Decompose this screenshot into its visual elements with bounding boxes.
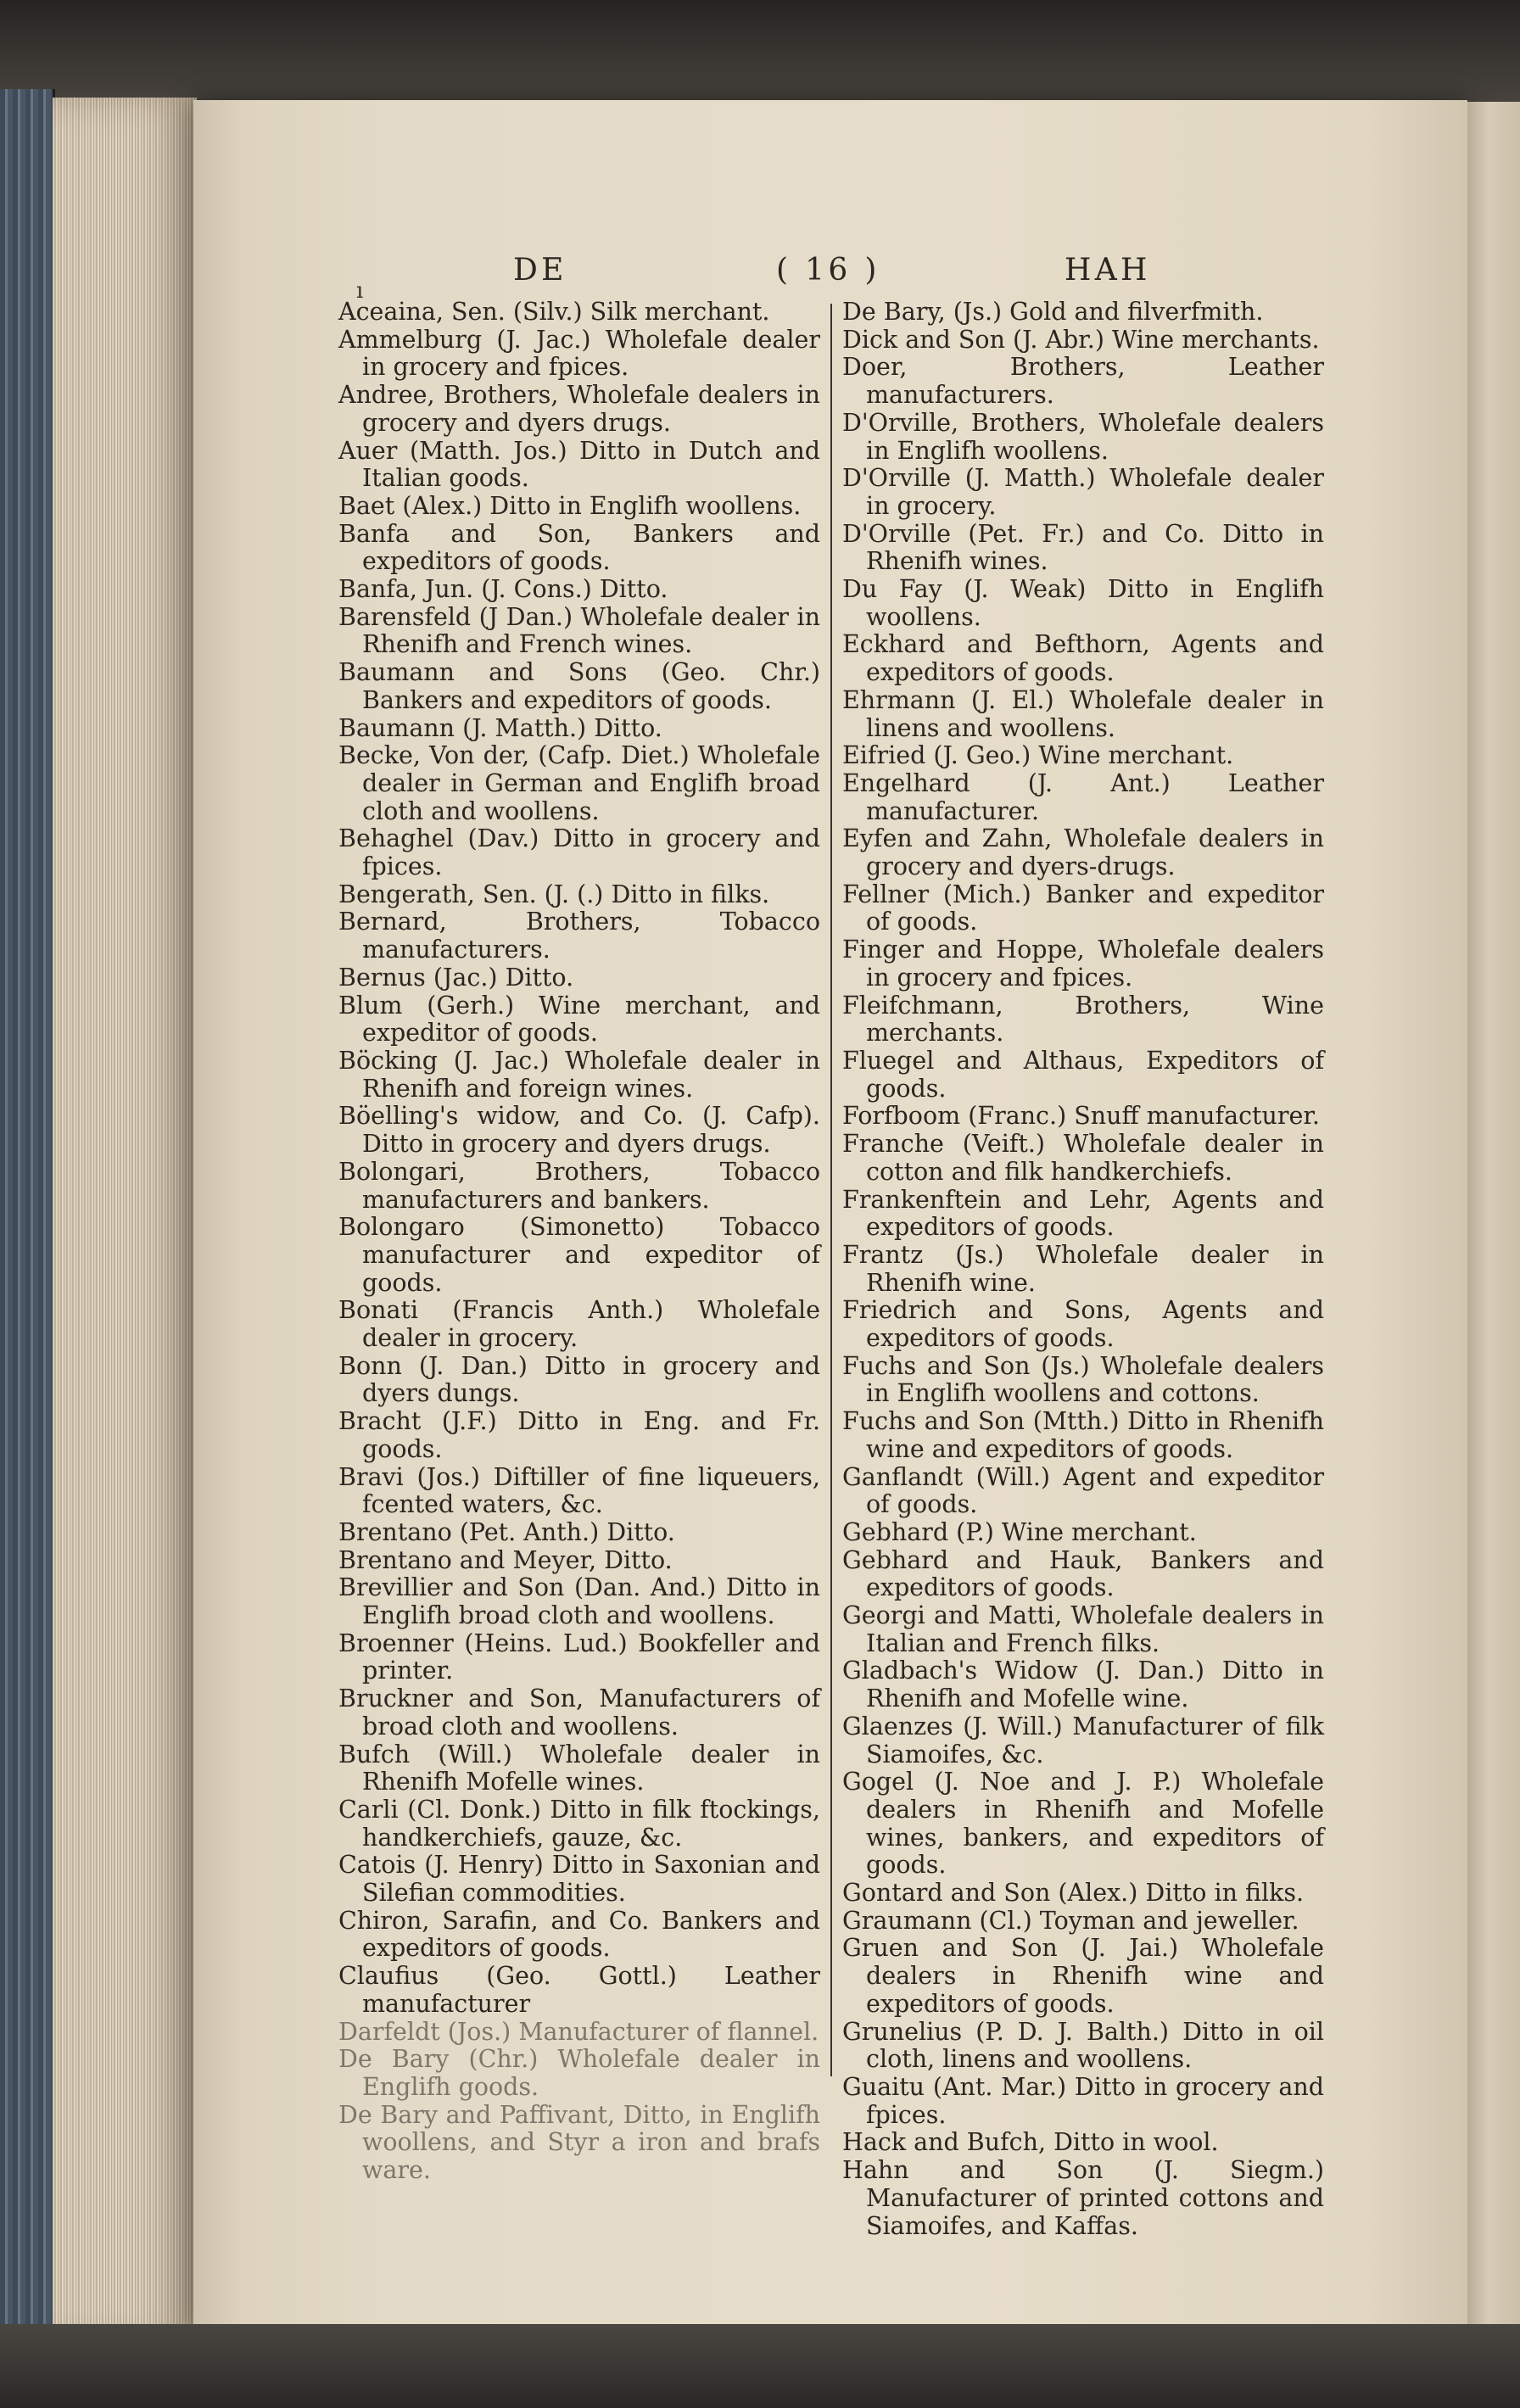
directory-entry: Bernard, Brothers, Tobacco manufacturers. bbox=[338, 908, 820, 964]
directory-entry: Böelling's widow, and Co. (J. Cafp). Ditto in grocery and dyers drugs. bbox=[338, 1102, 820, 1159]
directory-entry: Fleifchmann, Brothers, Wine merchants. bbox=[842, 991, 1324, 1048]
column-rule bbox=[830, 304, 832, 2076]
directory-entry: Bernus (Jac.) Ditto. bbox=[338, 963, 574, 992]
directory-entry: Banfa and Son, Bankers and expeditors of goods. bbox=[338, 519, 820, 576]
directory-entry: De Bary (Chr.) Wholefale dealer in Englifh goods. bbox=[338, 2045, 820, 2101]
directory-entry: Brentano (Pet. Anth.) Ditto. bbox=[338, 1517, 675, 1546]
directory-entry: Banfa, Jun. (J. Cons.) Ditto. bbox=[338, 575, 668, 604]
book-cover-edge bbox=[0, 89, 55, 2345]
margin-mark: ı bbox=[356, 278, 364, 304]
directory-entry: Gebhard (P.) Wine merchant. bbox=[842, 1517, 1197, 1546]
directory-entry: Guaitu (Ant. Mar.) Ditto in grocery and fpices. bbox=[842, 2073, 1324, 2129]
directory-entry: Bravi (Jos.) Diftiller of fine liqueuers, fcented waters, &c. bbox=[338, 1462, 820, 1519]
directory-entry: Friedrich and Sons, Agents and expeditors of goods. bbox=[842, 1296, 1324, 1353]
directory-entry: Dick and Son (J. Abr.) Wine merchants. bbox=[842, 325, 1320, 354]
directory-entry: Fuchs and Son (Js.) Wholefale dealers in Englifh woollens and cottons. bbox=[842, 1351, 1324, 1408]
directory-entry: De Bary, (Js.) Gold and filverfmith. bbox=[842, 298, 1264, 326]
facing-page-edge bbox=[1467, 102, 1520, 2333]
directory-entry: Broenner (Heins. Lud.) Bookfeller and printer. bbox=[338, 1629, 820, 1685]
directory-entry: Gogel (J. Noe and J. P.) Wholefale dealers in Rhenifh and Mofelle wines, bankers, and expeditors of goods. bbox=[842, 1768, 1324, 1880]
directory-entry: Bracht (J.F.) Ditto in Eng. and Fr. goods. bbox=[338, 1407, 820, 1463]
directory-entry: Auer (Matth. Jos.) Ditto in Dutch and Italian goods. bbox=[338, 436, 820, 493]
directory-entry: Gontard and Son (Alex.) Ditto in filks. bbox=[842, 1879, 1305, 1908]
directory-entry: Catois (J. Henry) Ditto in Saxonian and Silefian commodities. bbox=[338, 1851, 820, 1908]
running-head-left: DE bbox=[513, 253, 567, 288]
directory-entry: Bonn (J. Dan.) Ditto in grocery and dyers dungs. bbox=[338, 1351, 820, 1408]
directory-entry: Gruen and Son (J. Jai.) Wholefale dealers in Rhenifh wine and expeditors of goods. bbox=[842, 1934, 1324, 2018]
directory-entry: Andree, Brothers, Wholefale dealers in grocery and dyers drugs. bbox=[338, 381, 820, 437]
directory-entry: Behaghel (Dav.) Ditto in grocery and fpices. bbox=[338, 824, 820, 881]
directory-entry: Gladbach's Widow (J. Dan.) Ditto in Rhenifh and Mofelle wine. bbox=[842, 1657, 1324, 1713]
directory-entry: Baumann and Sons (Geo. Chr.) Bankers and expeditors of goods. bbox=[338, 658, 820, 714]
directory-entry: Georgi and Matti, Wholefale dealers in Italian and French filks. bbox=[842, 1601, 1324, 1657]
directory-entry: Doer, Brothers, Leather manufacturers. bbox=[842, 353, 1324, 410]
directory-entry: Eifried (J. Geo.) Wine merchant. bbox=[842, 741, 1234, 770]
right-column bbox=[842, 299, 1324, 2240]
left-column bbox=[338, 299, 820, 2185]
directory-entry: Becke, Von der, (Cafp. Diet.) Wholefale dealer in German and Englifh broad cloth and woollens. bbox=[338, 741, 820, 825]
directory-entry: Barensfeld (J Dan.) Wholefale dealer in Rhenifh and French wines. bbox=[338, 602, 820, 659]
directory-entry: Gebhard and Hauk, Bankers and expeditors of goods. bbox=[842, 1545, 1324, 1602]
directory-entry: Brevillier and Son (Dan. And.) Ditto in Englifh broad cloth and woollens. bbox=[338, 1573, 820, 1630]
directory-entry: Fluegel and Althaus, Expeditors of goods. bbox=[842, 1046, 1324, 1103]
directory-entry: Hahn and Son (J. Siegm.) Manufacturer of printed cottons and Siamoifes, and Kaffas. bbox=[842, 2156, 1324, 2240]
directory-entry: Carli (Cl. Donk.) Ditto in filk ftockings, handkerchiefs, gauze, &c. bbox=[338, 1795, 820, 1852]
directory-entry: Ammelburg (J. Jac.) Wholefale dealer in grocery and fpices. bbox=[338, 325, 820, 382]
directory-entry: Darfeldt (Jos.) Manufacturer of flannel. bbox=[338, 2017, 819, 2046]
directory-entry: Finger and Hoppe, Wholefale dealers in grocery and fpices. bbox=[842, 936, 1324, 992]
directory-entry: Bufch (Will.) Wholefale dealer in Rhenifh Mofelle wines. bbox=[338, 1740, 820, 1796]
page-edges bbox=[53, 98, 197, 2345]
directory-entry: Bonati (Francis Anth.) Wholefale dealer in grocery. bbox=[338, 1296, 820, 1353]
directory-entry: D'Orville (Pet. Fr.) and Co. Ditto in Rhenifh wines. bbox=[842, 519, 1324, 576]
directory-entry: Engelhard (J. Ant.) Leather manufacturer. bbox=[842, 768, 1324, 825]
directory-entry: Glaenzes (J. Will.) Manufacturer of filk Siamoifes, &c. bbox=[842, 1712, 1324, 1768]
directory-entry: Baet (Alex.) Ditto in Englifh woollens. bbox=[338, 491, 802, 520]
directory-entry: Bolongari, Brothers, Tobacco manufacturers and bankers. bbox=[338, 1157, 820, 1214]
directory-entry: De Bary and Paffivant, Ditto, in Englifh woollens, and Styr a iron and brafs ware. bbox=[338, 2100, 820, 2185]
directory-entry: Frankenftein and Lehr, Agents and expeditors of goods. bbox=[842, 1185, 1324, 1242]
directory-entry: D'Orville (J. Matth.) Wholefale dealer in grocery. bbox=[842, 464, 1324, 520]
directory-entry: Fellner (Mich.) Banker and expeditor of goods. bbox=[842, 880, 1324, 936]
directory-entry: Ehrmann (J. El.) Wholefale dealer in linens and woollens. bbox=[842, 685, 1324, 742]
running-head bbox=[0, 253, 1520, 295]
directory-entry: Baumann (J. Matth.) Ditto. bbox=[338, 713, 662, 742]
directory-entry: D'Orville, Brothers, Wholefale dealers in Englifh woollens. bbox=[842, 408, 1324, 465]
directory-entry: Böcking (J. Jac.) Wholefale dealer in Rhenifh and foreign wines. bbox=[338, 1046, 820, 1103]
directory-entry: Du Fay (J. Weak) Ditto in Englifh woollens. bbox=[842, 575, 1324, 631]
directory-entry: Bolongaro (Simonetto) Tobacco manufacturer and expeditor of goods. bbox=[338, 1213, 820, 1297]
directory-entry: Eyfen and Zahn, Wholefale dealers in grocery and dyers-drugs. bbox=[842, 824, 1324, 881]
directory-entry: Forfboom (Franc.) Snuff manufacturer. bbox=[842, 1102, 1320, 1131]
background-bottom bbox=[0, 2324, 1520, 2408]
directory-entry: Franche (Veift.) Wholefale dealer in cotton and filk handkerchiefs. bbox=[842, 1130, 1324, 1186]
running-head-right: HAH bbox=[1065, 253, 1151, 288]
directory-entry: Graumann (Cl.) Toyman and jeweller. bbox=[842, 1906, 1299, 1935]
directory-entry: Brentano and Meyer, Ditto. bbox=[338, 1545, 673, 1574]
background-top bbox=[0, 0, 1520, 110]
directory-entry: Bruckner and Son, Manufacturers of broad cloth and woollens. bbox=[338, 1684, 820, 1740]
page-number: ( 16 ) bbox=[776, 253, 880, 288]
directory-entry: Frantz (Js.) Wholefale dealer in Rhenifh wine. bbox=[842, 1240, 1324, 1297]
directory-entry: Fuchs and Son (Mtth.) Ditto in Rhenifh wine and expeditors of goods. bbox=[842, 1407, 1324, 1463]
directory-entry: Chiron, Sarafin, and Co. Bankers and expeditors of goods. bbox=[338, 1906, 820, 1963]
directory-entry: Claufius (Geo. Gottl.) Leather manufacturer bbox=[338, 1962, 820, 2018]
directory-entry: Aceaina, Sen. (Silv.) Silk merchant. bbox=[338, 298, 770, 326]
directory-entry: Ganflandt (Will.) Agent and expeditor of goods. bbox=[842, 1462, 1324, 1519]
directory-entry: Eckhard and Befthorn, Agents and expeditors of goods. bbox=[842, 630, 1324, 687]
directory-entry: Blum (Gerh.) Wine merchant, and expeditor of goods. bbox=[338, 991, 820, 1048]
directory-entry: Hack and Bufch, Ditto in wool. bbox=[842, 2128, 1219, 2157]
directory-entry: Bengerath, Sen. (J. (.) Ditto in filks. bbox=[338, 880, 770, 908]
directory-entry: Grunelius (P. D. J. Balth.) Ditto in oil cloth, linens and woollens. bbox=[842, 2017, 1324, 2074]
